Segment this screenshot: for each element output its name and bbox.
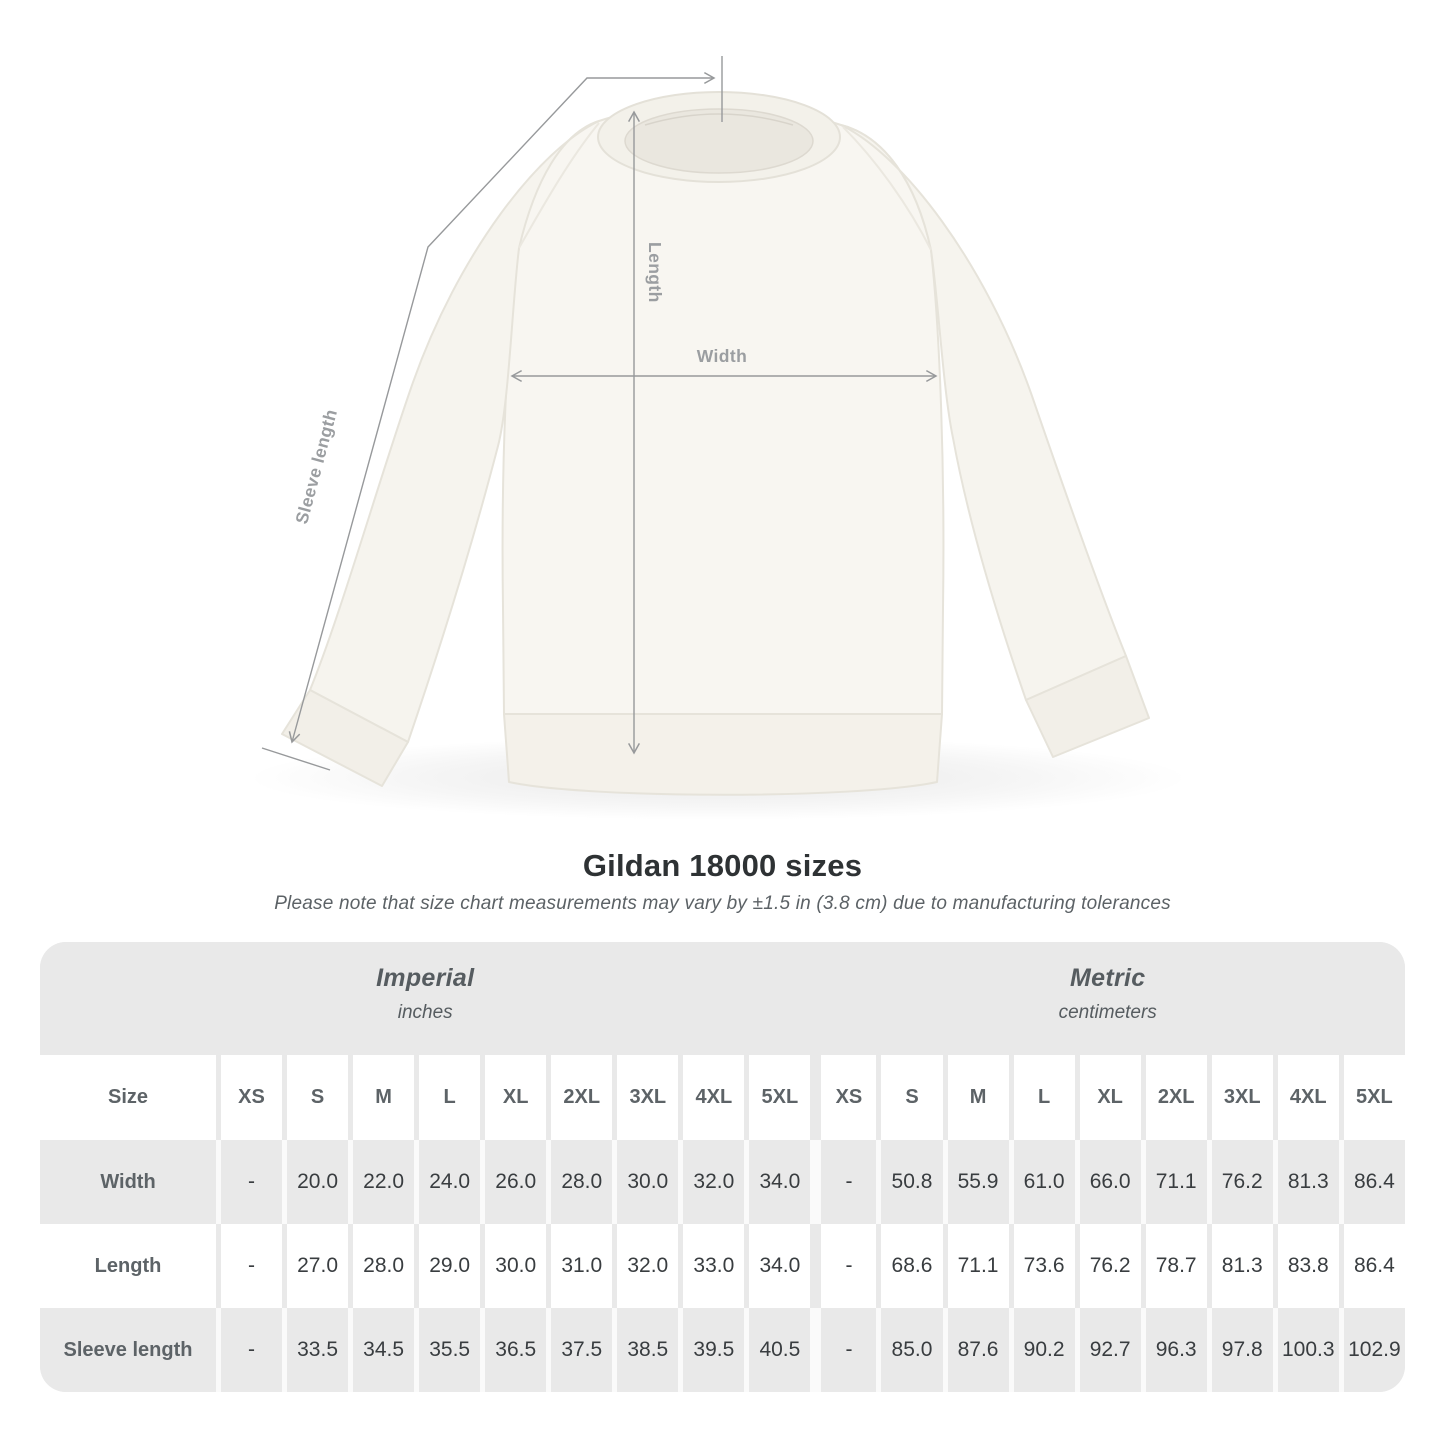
size-col-header: 3XL [612,1055,678,1140]
value-cell: 30.0 [480,1224,546,1308]
value-cell: 90.2 [1009,1308,1075,1392]
value-cell: 100.3 [1273,1308,1339,1392]
value-cell: 61.0 [1009,1140,1075,1224]
value-cell: 30.0 [612,1140,678,1224]
value-cell: 81.3 [1273,1140,1339,1224]
size-col-header: S [876,1055,942,1140]
value-cell: 76.2 [1075,1224,1141,1308]
size-col-header: 2XL [1141,1055,1207,1140]
size-col-header: 5XL [744,1055,810,1140]
row-label: Sleeve length [40,1308,216,1392]
value-cell: 86.4 [1339,1140,1405,1224]
value-cell: 96.3 [1141,1308,1207,1392]
value-cell: 68.6 [876,1224,942,1308]
value-cell: 24.0 [414,1140,480,1224]
sweatshirt-body [503,105,944,714]
value-cell: 38.5 [612,1308,678,1392]
imperial-header [40,942,810,1055]
value-cell: 50.8 [876,1140,942,1224]
sweatshirt-waistband [504,714,942,795]
size-header-row [40,1055,1405,1140]
table-row-width [40,1140,1405,1224]
value-cell: 27.0 [282,1224,348,1308]
value-cell: 83.8 [1273,1224,1339,1308]
value-cell: 92.7 [1075,1308,1141,1392]
size-col-header: S [282,1055,348,1140]
value-cell: - [216,1224,282,1308]
value-cell: 66.0 [1075,1140,1141,1224]
value-cell: 33.0 [678,1224,744,1308]
value-cell: 78.7 [1141,1224,1207,1308]
value-cell: - [810,1308,876,1392]
value-cell: 22.0 [348,1140,414,1224]
size-col-header: 5XL [1339,1055,1405,1140]
value-cell: 34.0 [744,1224,810,1308]
size-table [40,942,1405,1392]
value-cell: 40.5 [744,1308,810,1392]
size-col-header: L [414,1055,480,1140]
value-cell: 102.9 [1339,1308,1405,1392]
size-col-header: 2XL [546,1055,612,1140]
value-cell: 31.0 [546,1224,612,1308]
value-cell: 71.1 [1141,1140,1207,1224]
value-cell: 97.8 [1207,1308,1273,1392]
size-col-header: L [1009,1055,1075,1140]
value-cell: - [810,1140,876,1224]
size-header: Size [40,1055,216,1140]
value-cell: 32.0 [678,1140,744,1224]
imperial-label: Imperial [376,963,475,992]
value-cell: 73.6 [1009,1224,1075,1308]
value-cell: 71.1 [943,1224,1009,1308]
value-cell: 55.9 [943,1140,1009,1224]
size-col-header: M [348,1055,414,1140]
value-cell: 39.5 [678,1308,744,1392]
value-cell: 28.0 [546,1140,612,1224]
value-cell: 34.0 [744,1140,810,1224]
table-row-length [40,1224,1405,1308]
size-col-header: 4XL [1273,1055,1339,1140]
value-cell: 76.2 [1207,1140,1273,1224]
size-col-header: 4XL [678,1055,744,1140]
value-cell: 35.5 [414,1308,480,1392]
row-label: Length [40,1224,216,1308]
collar-opening [625,109,813,173]
value-cell: 85.0 [876,1308,942,1392]
size-col-header: XL [480,1055,546,1140]
value-cell: - [216,1308,282,1392]
title-block [0,848,1445,915]
size-col-header: 3XL [1207,1055,1273,1140]
imperial-sublabel: inches [397,1001,453,1023]
sleeve-length-label: Sleeve length [291,406,342,527]
value-cell: 26.0 [480,1140,546,1224]
value-cell: 29.0 [414,1224,480,1308]
value-cell: 20.0 [282,1140,348,1224]
value-cell: 33.5 [282,1308,348,1392]
value-cell: 36.5 [480,1308,546,1392]
value-cell: 37.5 [546,1308,612,1392]
unit-band-row [40,942,1405,1055]
value-cell: 87.6 [943,1308,1009,1392]
metric-label: Metric [1069,963,1146,992]
length-label: Length [645,242,665,303]
value-cell: 28.0 [348,1224,414,1308]
width-label: Width [696,346,748,366]
size-col-header: XL [1075,1055,1141,1140]
value-cell: 86.4 [1339,1224,1405,1308]
size-col-header: XS [810,1055,876,1140]
row-label: Width [40,1140,216,1224]
table-row-sleeve-length [40,1308,1405,1392]
sweatshirt-illustration [282,92,1149,795]
size-col-header: XS [216,1055,282,1140]
value-cell: 81.3 [1207,1224,1273,1308]
value-cell: 32.0 [612,1224,678,1308]
page-title: Gildan 18000 sizes [582,848,863,883]
tolerance-note: Please note that size chart measurements may vary by ±1.5 in (3.8 cm) due to manufacturing tolerances [274,893,1171,914]
value-cell: 34.5 [348,1308,414,1392]
value-cell: - [216,1140,282,1224]
value-cell: - [810,1224,876,1308]
metric-header [810,942,1405,1055]
metric-sublabel: centimeters [1058,1001,1157,1023]
size-col-header: M [943,1055,1009,1140]
